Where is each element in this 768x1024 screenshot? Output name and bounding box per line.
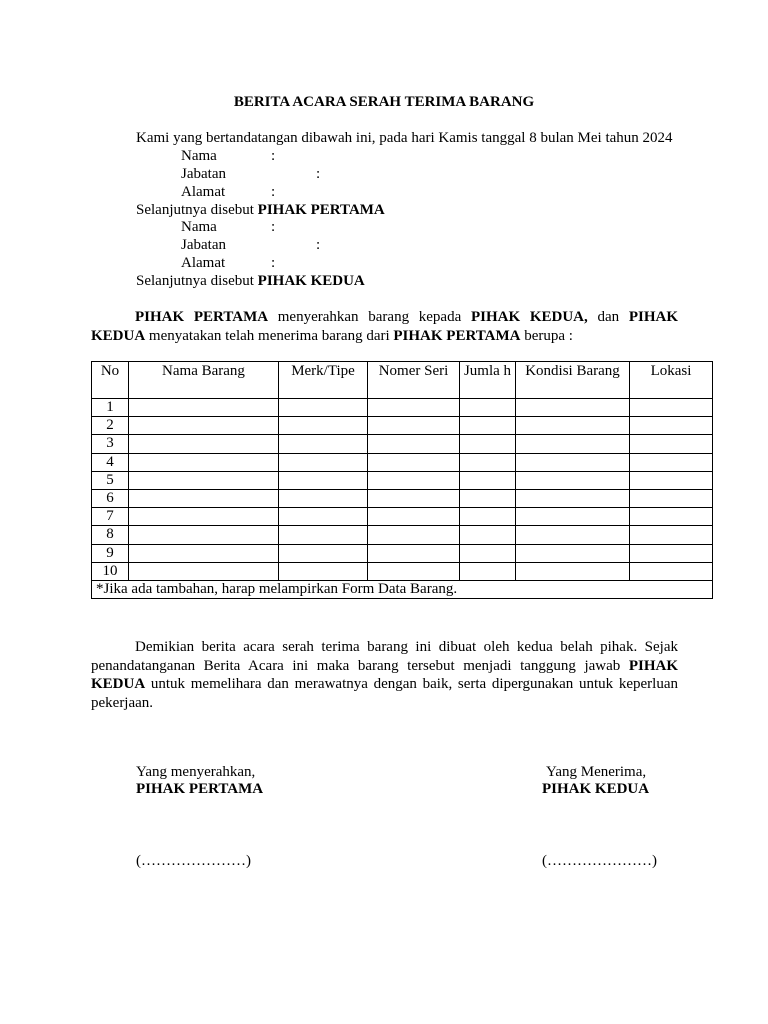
- row-number: 8: [92, 526, 129, 544]
- cell-brand-type[interactable]: [279, 399, 368, 417]
- closing-text-1: Demikian berita acara serah terima barang ini dibuat oleh kedua belah pihak. Sejak penandatanganan Berita Acara ini maka barang tersebut menjadi tanggung jawab: [91, 639, 678, 674]
- signature-left-line: (…………………): [136, 853, 251, 869]
- cell-serial-number[interactable]: [368, 471, 460, 489]
- cell-serial-number[interactable]: [368, 544, 460, 562]
- column-header-quantity: Jumla h: [460, 362, 516, 399]
- party1-position-colon: :: [316, 166, 321, 182]
- cell-quantity[interactable]: [460, 489, 516, 507]
- cell-brand-type[interactable]: [279, 435, 368, 453]
- column-header-location: Lokasi: [630, 362, 713, 399]
- cell-condition[interactable]: [516, 453, 630, 471]
- column-header-item-name: Nama Barang: [129, 362, 279, 399]
- table-note: *Jika ada tambahan, harap melampirkan Form Data Barang.: [92, 580, 713, 598]
- cell-serial-number[interactable]: [368, 508, 460, 526]
- table-row: [92, 453, 713, 471]
- cell-location[interactable]: [630, 399, 713, 417]
- table-row: [92, 526, 713, 544]
- cell-condition[interactable]: [516, 435, 630, 453]
- cell-brand-type[interactable]: [279, 544, 368, 562]
- handover-party-first-repeat: PIHAK PERTAMA: [393, 327, 521, 344]
- intro-text: Kami yang bertandatangan dibawah ini, pada hari Kamis tanggal 8 bulan Mei tahun 2024: [136, 130, 673, 146]
- handover-text-2: dan: [587, 309, 629, 325]
- table-header-row: [92, 362, 713, 399]
- cell-item-name[interactable]: [129, 417, 279, 435]
- party1-address-colon: :: [271, 184, 276, 200]
- cell-serial-number[interactable]: [368, 435, 460, 453]
- cell-condition[interactable]: [516, 399, 630, 417]
- column-header-brand-type: Merk/Tipe: [279, 362, 368, 399]
- signature-right-line: (…………………): [542, 853, 657, 869]
- party1-name-label: Nama: [181, 148, 217, 164]
- party2-name-label: Nama: [181, 219, 217, 235]
- cell-brand-type[interactable]: [279, 489, 368, 507]
- cell-location[interactable]: [630, 508, 713, 526]
- cell-location[interactable]: [630, 562, 713, 580]
- document-title: BERITA ACARA SERAH TERIMA BARANG: [233, 94, 535, 110]
- cell-item-name[interactable]: [129, 544, 279, 562]
- cell-location[interactable]: [630, 417, 713, 435]
- items-table: [91, 361, 713, 599]
- cell-brand-type[interactable]: [279, 526, 368, 544]
- column-header-serial-number: Nomer Seri: [368, 362, 460, 399]
- row-number: 5: [92, 471, 129, 489]
- cell-condition[interactable]: [516, 562, 630, 580]
- table-row: [92, 508, 713, 526]
- party1-designation-name: PIHAK PERTAMA: [257, 202, 385, 218]
- cell-brand-type[interactable]: [279, 453, 368, 471]
- cell-serial-number[interactable]: [368, 453, 460, 471]
- table-row: [92, 562, 713, 580]
- cell-quantity[interactable]: [460, 453, 516, 471]
- party1-position-label: Jabatan: [181, 166, 226, 182]
- party2-designation-name: PIHAK KEDUA: [257, 273, 365, 289]
- cell-item-name[interactable]: [129, 489, 279, 507]
- column-header-no: No: [92, 362, 129, 399]
- table-row: [92, 399, 713, 417]
- row-number: 7: [92, 508, 129, 526]
- cell-item-name[interactable]: [129, 435, 279, 453]
- table-row: [92, 471, 713, 489]
- party1-designation-prefix: Selanjutnya disebut: [136, 202, 254, 218]
- party2-position-label: Jabatan: [181, 237, 226, 253]
- table-row: [92, 544, 713, 562]
- cell-brand-type[interactable]: [279, 417, 368, 435]
- cell-serial-number[interactable]: [368, 417, 460, 435]
- cell-location[interactable]: [630, 489, 713, 507]
- party2-address-colon: :: [271, 255, 276, 271]
- cell-quantity[interactable]: [460, 562, 516, 580]
- closing-party: PIHAK KEDUA: [91, 657, 678, 692]
- handover-party-first: PIHAK PERTAMA: [135, 309, 269, 325]
- cell-item-name[interactable]: [129, 471, 279, 489]
- cell-location[interactable]: [630, 544, 713, 562]
- cell-condition[interactable]: [516, 471, 630, 489]
- cell-item-name[interactable]: [129, 399, 279, 417]
- cell-item-name[interactable]: [129, 508, 279, 526]
- cell-quantity[interactable]: [460, 526, 516, 544]
- party1-name-colon: :: [271, 148, 276, 164]
- cell-brand-type[interactable]: [279, 508, 368, 526]
- party1-designation: [136, 201, 385, 219]
- handover-text-3: menyatakan telah menerima barang dari: [145, 327, 394, 344]
- cell-quantity[interactable]: [460, 508, 516, 526]
- party2-designation: [136, 272, 365, 290]
- cell-quantity[interactable]: [460, 435, 516, 453]
- cell-quantity[interactable]: [460, 544, 516, 562]
- row-number: 2: [92, 417, 129, 435]
- cell-condition[interactable]: [516, 417, 630, 435]
- signature-left-party: PIHAK PERTAMA: [136, 781, 264, 797]
- row-number: 1: [92, 399, 129, 417]
- table-note-row: [92, 580, 713, 598]
- party2-position-colon: :: [316, 237, 321, 253]
- cell-item-name[interactable]: [129, 562, 279, 580]
- cell-item-name[interactable]: [129, 526, 279, 544]
- cell-brand-type[interactable]: [279, 471, 368, 489]
- table-row: [92, 417, 713, 435]
- cell-condition[interactable]: [516, 544, 630, 562]
- party1-address-label: Alamat: [181, 184, 226, 200]
- handover-text-1: menyerahkan barang kepada: [268, 309, 471, 325]
- table-row: [92, 489, 713, 507]
- cell-location[interactable]: [630, 526, 713, 544]
- party2-address-label: Alamat: [181, 255, 226, 271]
- signature-left-caption: Yang menyerahkan,: [136, 764, 256, 780]
- signature-right-party: PIHAK KEDUA: [542, 781, 650, 797]
- cell-condition[interactable]: [516, 526, 630, 544]
- cell-location[interactable]: [630, 453, 713, 471]
- cell-quantity[interactable]: [460, 417, 516, 435]
- cell-location[interactable]: [630, 471, 713, 489]
- handover-text-4: berupa :: [520, 327, 573, 344]
- row-number: 10: [92, 562, 129, 580]
- cell-serial-number[interactable]: [368, 489, 460, 507]
- closing-paragraph: [91, 638, 678, 712]
- cell-condition[interactable]: [516, 508, 630, 526]
- cell-condition[interactable]: [516, 489, 630, 507]
- row-number: 4: [92, 453, 129, 471]
- row-number: 6: [92, 489, 129, 507]
- column-header-condition: Kondisi Barang: [516, 362, 630, 399]
- cell-location[interactable]: [630, 435, 713, 453]
- table-row: [92, 435, 713, 453]
- cell-quantity[interactable]: [460, 471, 516, 489]
- party2-designation-prefix: Selanjutnya disebut: [136, 273, 254, 289]
- cell-item-name[interactable]: [129, 453, 279, 471]
- cell-serial-number[interactable]: [368, 399, 460, 417]
- handover-party-second-repeat: PIHAK KEDUA: [91, 309, 678, 344]
- cell-serial-number[interactable]: [368, 562, 460, 580]
- handover-paragraph: [91, 308, 678, 345]
- handover-party-second: PIHAK KEDUA,: [470, 309, 588, 325]
- closing-text-2: untuk memelihara dan merawatnya dengan baik, serta dipergunakan untuk keperluan pekerjaan.: [91, 676, 678, 711]
- signature-right-caption: Yang Menerima,: [546, 764, 647, 780]
- cell-brand-type[interactable]: [279, 562, 368, 580]
- cell-quantity[interactable]: [460, 399, 516, 417]
- row-number: 3: [92, 435, 129, 453]
- row-number: 9: [92, 544, 129, 562]
- party2-name-colon: :: [271, 219, 276, 235]
- cell-serial-number[interactable]: [368, 526, 460, 544]
